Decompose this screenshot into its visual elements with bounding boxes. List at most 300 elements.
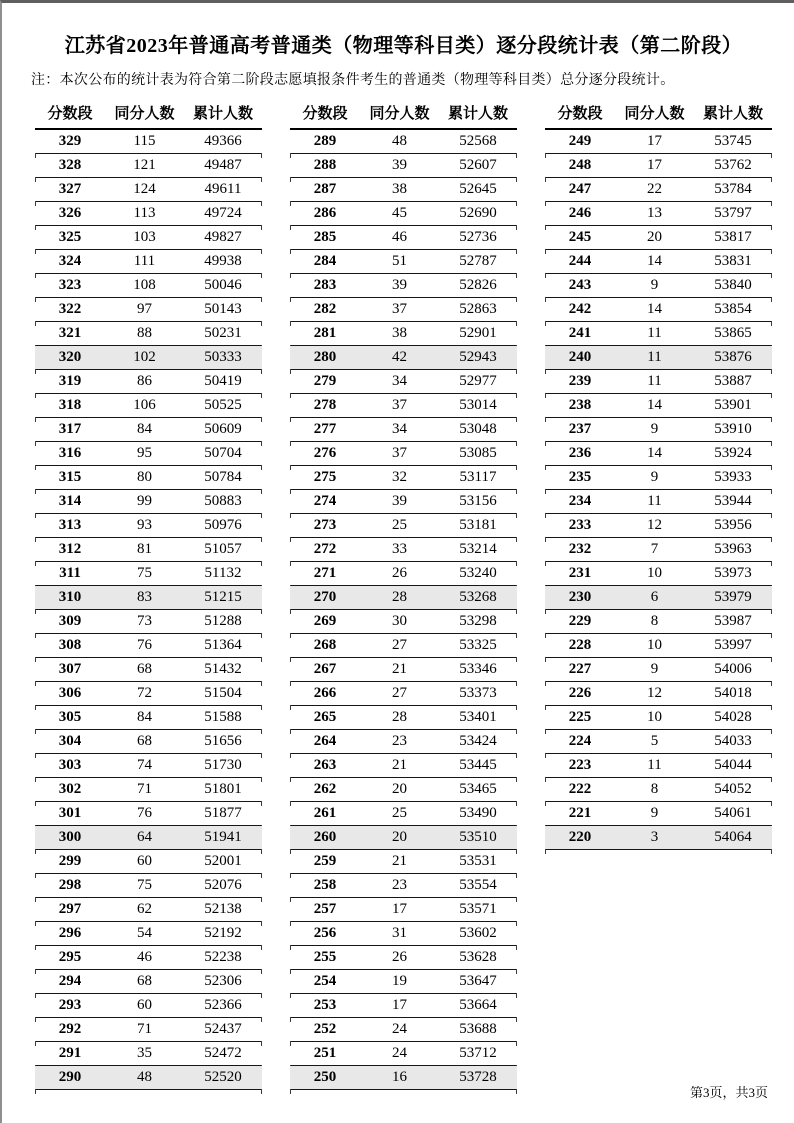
score-cell: 270: [313, 589, 337, 605]
header-same-score-count: 同分人数: [624, 106, 685, 122]
score-cell: 234: [568, 493, 592, 509]
score-cell: 308: [58, 637, 82, 653]
cumulative-cell: 53647: [459, 973, 497, 989]
score-cell: 239: [568, 373, 592, 389]
count-cell: 17: [392, 901, 407, 917]
cumulative-cell: 53602: [459, 925, 497, 941]
score-cell: 300: [58, 829, 82, 845]
cumulative-cell: 51504: [204, 685, 242, 701]
count-cell: 42: [392, 349, 407, 365]
cumulative-cell: 53831: [714, 253, 752, 269]
score-cell: 241: [568, 325, 592, 341]
cumulative-cell: 54052: [714, 781, 752, 797]
score-cell: 316: [58, 445, 82, 461]
cumulative-cell: 53298: [459, 613, 497, 629]
cumulative-cell: 53728: [459, 1069, 497, 1085]
table-row: [290, 634, 517, 658]
score-cell: 324: [58, 253, 82, 269]
count-cell: 19: [392, 973, 407, 989]
cumulative-cell: 53933: [714, 469, 752, 485]
score-cell: 323: [58, 277, 82, 293]
table-header-row: [290, 102, 517, 130]
cumulative-cell: 51364: [204, 637, 242, 653]
count-cell: 60: [137, 997, 152, 1013]
table-row: [290, 394, 517, 418]
table-row: [545, 130, 772, 154]
score-cell: 287: [313, 181, 337, 197]
count-cell: 33: [392, 541, 407, 557]
table-row: [290, 874, 517, 898]
table-row: [290, 370, 517, 394]
score-cell: 315: [58, 469, 82, 485]
cumulative-cell: 54044: [714, 757, 752, 773]
cumulative-cell: 53571: [459, 901, 497, 917]
count-cell: 12: [647, 517, 662, 533]
cumulative-cell: 51801: [204, 781, 242, 797]
count-cell: 68: [137, 973, 152, 989]
table-row: [35, 466, 262, 490]
table-row: [290, 1018, 517, 1042]
cumulative-cell: 52943: [459, 349, 497, 365]
count-cell: 23: [392, 733, 407, 749]
score-cell: 258: [313, 877, 337, 893]
count-cell: 17: [647, 133, 662, 149]
count-cell: 26: [392, 565, 407, 581]
score-cell: 262: [313, 781, 337, 797]
table-row: [35, 514, 262, 538]
header-cumulative-count: 累计人数: [447, 106, 508, 122]
cumulative-cell: 53214: [459, 541, 497, 557]
count-cell: 86: [137, 373, 152, 389]
cumulative-cell: 52645: [459, 181, 497, 197]
table-header-row: [35, 102, 262, 130]
score-table-3: [545, 102, 772, 1090]
count-cell: 106: [133, 397, 156, 413]
count-cell: 20: [392, 781, 407, 797]
table-rows: [545, 130, 772, 850]
cumulative-cell: 51877: [204, 805, 242, 821]
table-row: [35, 970, 262, 994]
table-row: [35, 370, 262, 394]
cumulative-cell: 49366: [204, 133, 242, 149]
count-cell: 39: [392, 157, 407, 173]
cumulative-cell: 53745: [714, 133, 752, 149]
score-cell: 327: [58, 181, 82, 197]
cumulative-cell: 52001: [204, 853, 242, 869]
cumulative-cell: 49938: [204, 253, 242, 269]
score-cell: 303: [58, 757, 82, 773]
score-cell: 304: [58, 733, 82, 749]
cumulative-cell: 53240: [459, 565, 497, 581]
count-cell: 35: [137, 1045, 152, 1061]
score-cell: 256: [313, 925, 337, 941]
table-row: [290, 658, 517, 682]
table-rows: [290, 130, 517, 1090]
cumulative-cell: 53840: [714, 277, 752, 293]
cumulative-cell: 53510: [459, 829, 497, 845]
score-table-2: [290, 102, 517, 1090]
table-row: [35, 130, 262, 154]
score-cell: 289: [313, 133, 337, 149]
score-cell: 320: [58, 349, 82, 365]
table-row: [290, 970, 517, 994]
cumulative-cell: 50333: [204, 349, 242, 365]
count-cell: 23: [392, 877, 407, 893]
score-cell: 269: [313, 613, 337, 629]
table-row: [290, 1042, 517, 1066]
score-cell: 247: [568, 181, 592, 197]
score-cell: 242: [568, 301, 592, 317]
count-cell: 68: [137, 661, 152, 677]
count-cell: 10: [647, 709, 662, 725]
score-cell: 298: [58, 877, 82, 893]
table-row: [35, 994, 262, 1018]
count-cell: 20: [392, 829, 407, 845]
table-row: [545, 274, 772, 298]
table-row: [545, 178, 772, 202]
count-cell: 84: [137, 709, 152, 725]
table-row: [290, 130, 517, 154]
cumulative-cell: 53887: [714, 373, 752, 389]
score-cell: 278: [313, 397, 337, 413]
cumulative-cell: 53156: [459, 493, 497, 509]
cumulative-cell: 52366: [204, 997, 242, 1013]
cumulative-cell: 49487: [204, 157, 242, 173]
header-cumulative-count: 累计人数: [702, 106, 763, 122]
cumulative-cell: 50419: [204, 373, 242, 389]
table-row: [35, 250, 262, 274]
count-cell: 81: [137, 541, 152, 557]
count-cell: 25: [392, 517, 407, 533]
count-cell: 25: [392, 805, 407, 821]
score-cell: 226: [568, 685, 592, 701]
score-tables-container: [35, 102, 772, 1090]
score-cell: 321: [58, 325, 82, 341]
cumulative-cell: 51730: [204, 757, 242, 773]
score-cell: 257: [313, 901, 337, 917]
count-cell: 5: [650, 733, 659, 749]
table-row: [545, 226, 772, 250]
table-row: [290, 946, 517, 970]
count-cell: 71: [137, 1021, 152, 1037]
score-cell: 310: [58, 589, 82, 605]
cumulative-cell: 52076: [204, 877, 242, 893]
count-cell: 54: [137, 925, 152, 941]
score-cell: 220: [568, 829, 592, 845]
score-cell: 254: [313, 973, 337, 989]
score-cell: 244: [568, 253, 592, 269]
score-cell: 260: [313, 829, 337, 845]
cumulative-cell: 52306: [204, 973, 242, 989]
cumulative-cell: 53910: [714, 421, 752, 437]
count-cell: 97: [137, 301, 152, 317]
table-row: [290, 226, 517, 250]
table-row: [545, 490, 772, 514]
cumulative-cell: 53865: [714, 325, 752, 341]
count-cell: 80: [137, 469, 152, 485]
count-cell: 46: [392, 229, 407, 245]
table-row: [545, 298, 772, 322]
table-row: [35, 418, 262, 442]
table-row: [35, 1042, 262, 1066]
score-cell: 281: [313, 325, 337, 341]
count-cell: 48: [137, 1069, 152, 1085]
table-row: [545, 778, 772, 802]
count-cell: 27: [392, 685, 407, 701]
cumulative-cell: 50704: [204, 445, 242, 461]
count-cell: 14: [647, 397, 662, 413]
count-cell: 62: [137, 901, 152, 917]
count-cell: 34: [392, 373, 407, 389]
count-cell: 46: [137, 949, 152, 965]
score-cell: 299: [58, 853, 82, 869]
count-cell: 113: [133, 205, 156, 221]
table-row: [290, 802, 517, 826]
table-row: [545, 610, 772, 634]
score-cell: 322: [58, 301, 82, 317]
score-cell: 228: [568, 637, 592, 653]
count-cell: 9: [650, 469, 659, 485]
count-cell: 71: [137, 781, 152, 797]
score-cell: 229: [568, 613, 592, 629]
count-cell: 121: [133, 157, 156, 173]
cumulative-cell: 52607: [459, 157, 497, 173]
table-row: [35, 562, 262, 586]
count-cell: 21: [392, 757, 407, 773]
count-cell: 37: [392, 301, 407, 317]
table-row: [35, 946, 262, 970]
cumulative-cell: 53268: [459, 589, 497, 605]
score-cell: 237: [568, 421, 592, 437]
score-cell: 235: [568, 469, 592, 485]
table-rows: [35, 130, 262, 1090]
score-cell: 283: [313, 277, 337, 293]
table-row: [35, 754, 262, 778]
count-cell: 75: [137, 565, 152, 581]
count-cell: 45: [392, 205, 407, 221]
table-row: [35, 706, 262, 730]
count-cell: 7: [650, 541, 659, 557]
score-cell: 286: [313, 205, 337, 221]
score-table-1: [35, 102, 262, 1090]
count-cell: 9: [650, 661, 659, 677]
score-cell: 271: [313, 565, 337, 581]
table-row: [545, 538, 772, 562]
table-row: [290, 1066, 517, 1090]
score-cell: 284: [313, 253, 337, 269]
score-cell: 223: [568, 757, 592, 773]
header-same-score-count: 同分人数: [114, 106, 175, 122]
table-header-row: [545, 102, 772, 130]
cumulative-cell: 53797: [714, 205, 752, 221]
cumulative-cell: 50883: [204, 493, 242, 509]
note-text: 注：本次公布的统计表为符合第二阶段志愿填报条件考生的普通类（物理等科目类）总分逐分段统计。: [31, 73, 675, 88]
score-cell: 294: [58, 973, 82, 989]
score-cell: 246: [568, 205, 592, 221]
cumulative-cell: 54033: [714, 733, 752, 749]
score-cell: 267: [313, 661, 337, 677]
score-cell: 255: [313, 949, 337, 965]
cumulative-cell: 53963: [714, 541, 752, 557]
header-cumulative-count: 累计人数: [192, 106, 253, 122]
table-row: [545, 466, 772, 490]
table-row: [35, 658, 262, 682]
table-row: [290, 418, 517, 442]
score-cell: 302: [58, 781, 82, 797]
score-cell: 305: [58, 709, 82, 725]
score-cell: 296: [58, 925, 82, 941]
table-row: [545, 154, 772, 178]
table-row: [545, 442, 772, 466]
score-cell: 233: [568, 517, 592, 533]
table-row: [290, 538, 517, 562]
cumulative-cell: 53854: [714, 301, 752, 317]
table-row: [545, 730, 772, 754]
count-cell: 20: [647, 229, 662, 245]
cumulative-cell: 51132: [204, 565, 242, 581]
count-cell: 76: [137, 805, 152, 821]
count-cell: 11: [647, 757, 662, 773]
score-cell: 243: [568, 277, 592, 293]
count-cell: 8: [650, 781, 659, 797]
cumulative-cell: 50784: [204, 469, 242, 485]
count-cell: 14: [647, 445, 662, 461]
header-score-segment: 分数段: [557, 106, 603, 122]
score-cell: 266: [313, 685, 337, 701]
count-cell: 75: [137, 877, 152, 893]
table-row: [290, 610, 517, 634]
cumulative-cell: 53401: [459, 709, 497, 725]
cumulative-cell: 53628: [459, 949, 497, 965]
table-row: [35, 442, 262, 466]
score-cell: 236: [568, 445, 592, 461]
count-cell: 24: [392, 1045, 407, 1061]
score-cell: 318: [58, 397, 82, 413]
table-row: [35, 730, 262, 754]
cumulative-cell: 49611: [204, 181, 242, 197]
cumulative-cell: 51288: [204, 613, 242, 629]
cumulative-cell: 49827: [204, 229, 242, 245]
count-cell: 60: [137, 853, 152, 869]
cumulative-cell: 53181: [459, 517, 497, 533]
count-cell: 84: [137, 421, 152, 437]
table-row: [290, 514, 517, 538]
cumulative-cell: 53956: [714, 517, 752, 533]
count-cell: 31: [392, 925, 407, 941]
cumulative-cell: 53445: [459, 757, 497, 773]
count-cell: 124: [133, 181, 156, 197]
cumulative-cell: 53465: [459, 781, 497, 797]
table-row: [290, 154, 517, 178]
cumulative-cell: 53048: [459, 421, 497, 437]
table-row: [35, 898, 262, 922]
score-cell: 311: [59, 565, 81, 581]
score-cell: 273: [313, 517, 337, 533]
score-cell: 248: [568, 157, 592, 173]
count-cell: 14: [647, 301, 662, 317]
score-cell: 301: [58, 805, 82, 821]
cumulative-cell: 50976: [204, 517, 242, 533]
count-cell: 32: [392, 469, 407, 485]
count-cell: 74: [137, 757, 152, 773]
count-cell: 8: [650, 613, 659, 629]
cumulative-cell: 52437: [204, 1021, 242, 1037]
cumulative-cell: 53784: [714, 181, 752, 197]
cumulative-cell: 52690: [459, 205, 497, 221]
table-row: [545, 346, 772, 370]
count-cell: 12: [647, 685, 662, 701]
score-cell: 282: [313, 301, 337, 317]
cumulative-cell: 54018: [714, 685, 752, 701]
score-cell: 307: [58, 661, 82, 677]
table-row: [290, 250, 517, 274]
table-row: [290, 778, 517, 802]
cumulative-cell: 50525: [204, 397, 242, 413]
count-cell: 10: [647, 637, 662, 653]
count-cell: 28: [392, 709, 407, 725]
cumulative-cell: 53944: [714, 493, 752, 509]
score-cell: 312: [58, 541, 82, 557]
cumulative-cell: 53762: [714, 157, 752, 173]
count-cell: 76: [137, 637, 152, 653]
cumulative-cell: 52472: [204, 1045, 242, 1061]
cumulative-cell: 52863: [459, 301, 497, 317]
table-row: [290, 202, 517, 226]
cumulative-cell: 53554: [459, 877, 497, 893]
table-row: [35, 298, 262, 322]
cumulative-cell: 53876: [714, 349, 752, 365]
cumulative-cell: 52826: [459, 277, 497, 293]
score-cell: 238: [568, 397, 592, 413]
cumulative-cell: 54061: [714, 805, 752, 821]
count-cell: 37: [392, 445, 407, 461]
table-row: [35, 1018, 262, 1042]
cumulative-cell: 53817: [714, 229, 752, 245]
cumulative-cell: 50231: [204, 325, 242, 341]
count-cell: 17: [392, 997, 407, 1013]
cumulative-cell: 54064: [714, 829, 752, 845]
count-cell: 21: [392, 853, 407, 869]
cumulative-cell: 53688: [459, 1021, 497, 1037]
score-cell: 285: [313, 229, 337, 245]
score-cell: 251: [313, 1045, 337, 1061]
score-cell: 250: [313, 1069, 337, 1085]
cumulative-cell: 53490: [459, 805, 497, 821]
count-cell: 48: [392, 133, 407, 149]
score-cell: 261: [313, 805, 337, 821]
cumulative-cell: 51057: [204, 541, 242, 557]
count-cell: 72: [137, 685, 152, 701]
cumulative-cell: 54028: [714, 709, 752, 725]
table-row: [35, 178, 262, 202]
header-score-segment: 分数段: [47, 106, 93, 122]
count-cell: 14: [647, 253, 662, 269]
table-row: [290, 682, 517, 706]
count-cell: 34: [392, 421, 407, 437]
score-cell: 263: [313, 757, 337, 773]
table-row: [290, 274, 517, 298]
table-row: [35, 274, 262, 298]
page-title: 江苏省2023年普通高考普通类（物理等科目类）逐分段统计表（第二阶段）: [64, 35, 743, 57]
table-row: [290, 586, 517, 610]
table-row: [290, 562, 517, 586]
cumulative-cell: 52520: [204, 1069, 242, 1085]
count-cell: 9: [650, 421, 659, 437]
count-cell: 26: [392, 949, 407, 965]
count-cell: 9: [650, 805, 659, 821]
table-row: [35, 922, 262, 946]
cumulative-cell: 52901: [459, 325, 497, 341]
